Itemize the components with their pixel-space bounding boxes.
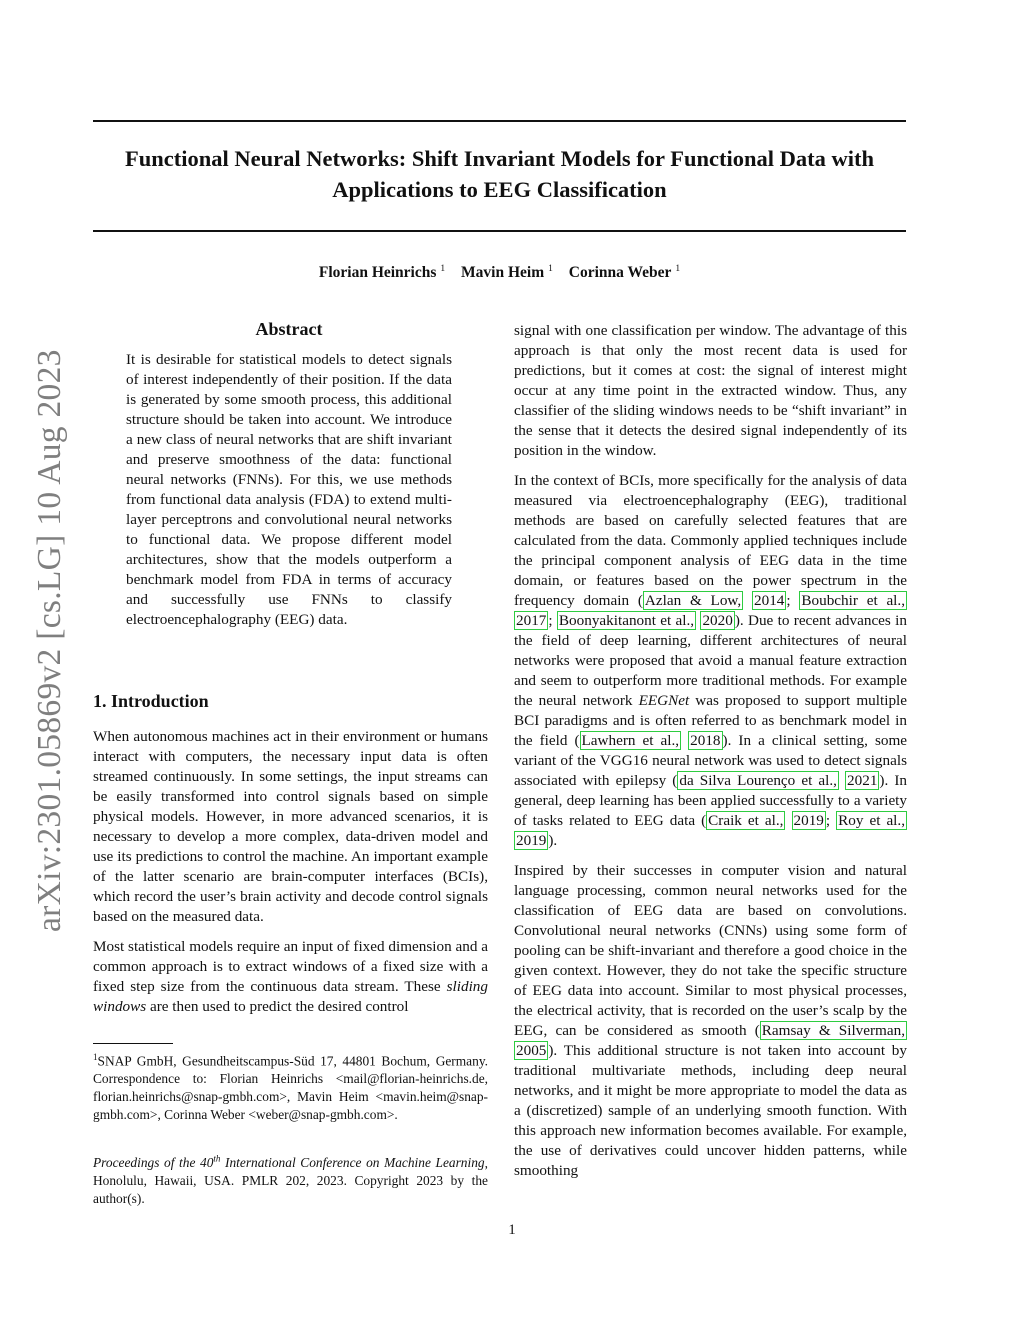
citation-link[interactable]: Ramsay & Silverman, (761, 1022, 906, 1039)
author: Corinna Weber $^1$ (568, 264, 681, 282)
title-bottom-rule (93, 230, 906, 232)
citation-link[interactable]: Lawhern et al., (581, 732, 680, 749)
title-line-1: Functional Neural Networks: Shift Invariant Models for Functional Data with (125, 146, 874, 171)
citation-link[interactable]: Boubchir et al., (801, 592, 905, 609)
author: Mavin Heim $^1$ (461, 264, 553, 282)
intro-paragraph-2: Most statistical models require an input of fixed dimension and a common approach is to extract windows of a fixed size with a fixed step size from the continuous data stream. These sliding windows are then used to predict the desired control (93, 938, 488, 1015)
citation-year-link[interactable]: 2018 (690, 732, 721, 749)
citation-link[interactable]: Craik et al., (708, 812, 784, 829)
citation-year-link[interactable]: 2020 (702, 612, 733, 629)
author: Florian Heinrichs $^1$ (318, 264, 446, 282)
right-paragraph-3: Inspired by their successes in computer vision and natural language processing, common neural networks used for the classification of EEG data are based on convolutions. Convolutional neural networks (CNNs) using some form of pooling can be shift-invariant and therefore a good choice in the given context. However, they do not take the specific structure of EEG data into account. Similar to most physical processes, the electrical activity, that is recorded on the user’s scalp by the EEG, can be considered as smooth ( Ramsay & Silverman, 2005 ). This additional structure is not taken into account by traditional multivariate methods, including deep neural networks, and it might be more appropriate to model the data as a (discretized) sample of an underlying smooth function. With this approach new information becomes available. For example, the use of derivatives could uncover hidden patterns, while smoothing (514, 862, 907, 1179)
footnote-rule (93, 1043, 173, 1044)
citation-year-link[interactable]: 2019 (516, 832, 547, 849)
citation-year-link[interactable]: 2014 (754, 592, 785, 609)
left-column-body (93, 727, 488, 1027)
top-rule (93, 120, 906, 122)
citation-link[interactable]: da Silva Lourenço et al., (679, 772, 837, 789)
paper-title (93, 143, 906, 205)
title-line-2: Applications to EEG Classification (332, 177, 667, 202)
right-paragraph-2: In the context of BCIs, more specifically for the analysis of data measured via electroencephalography (EEG), traditional methods are based on carefully selected features that are calculated from the data. Commonly applied techniques include the principal component analysis of EEG data in the time domain, or features based on the power spectrum in the frequency domain ( Azlan & Low, 2014 ; Boubchir et al., 2017 ; Boonyakitanont et al., 2020 ). Due to recent advances in the field of deep learning, different architectures of neural networks were proposed that avoid a manual feature extraction and seem to outperform more traditional methods. For example the neural network EEGNet was proposed to support multiple BCI paradigms and is often referred to as benchmark model in the field ( Lawhern et al., 2018 ). In a clinical setting, some variant of the VGG16 neural network was used to detect signals associated with epilepsy ( da Silva Lourenço et al., 2021 ). In general, deep learning has been applied successfully to a variety of tasks related to EEG data ( Craik et al., 2019 ; Roy et al., 2019 ). (514, 472, 908, 849)
introduction-heading: 1. Introduction (93, 691, 209, 711)
citation-link[interactable]: Azlan & Low, (644, 592, 742, 609)
page-number: 1 (508, 1222, 516, 1238)
right-paragraph-1: signal with one classification per window. The advantage of this approach is that only the most recent data is used for predictions, but it comes at cost: the signal of interest might occur at any time point in the extracted window. Thus, any classifier of the sliding windows needs to be “shift invariant” in the sense that it detects the desired signal independently of its position in the window. (514, 322, 907, 459)
citation-year-link[interactable]: 2021 (847, 772, 878, 789)
citation-year-link[interactable]: 2017 (516, 612, 547, 629)
abstract-text: It is desirable for statistical models to detect signals of interest independently of their position. If the data is generated by some smooth process, this additional structure should be taken into account. We introduce a new class of neural networks that are shift invariant and preserve smoothness of the data: functional neural networks (FNNs). For this, we use methods from functional data analysis (FDA) to extend multi-layer perceptrons and convolutional neural networks to functional data. We propose different model architectures, show that the models outperform a benchmark model from FDA in terms of accuracy and successfully use FNNs to classify electroencephalography (EEG) data. (126, 351, 452, 628)
arxiv-watermark: arXiv:2301.05869v2 [cs.LG] 10 Aug 2023 (31, 349, 68, 932)
citation-link[interactable]: Boonyakitanont et al., (558, 612, 695, 629)
right-column-body (514, 321, 907, 1191)
citation-link[interactable]: Roy et al., (838, 812, 905, 829)
author-list (93, 264, 906, 282)
abstract-heading: Abstract (255, 319, 323, 339)
intro-paragraph-1: When autonomous machines act in their environment or humans interact with computers, the necessary input data is often streamed continuously. In some settings, the input streams can be easily transformed into control signals based on simple physical models. However, in more advanced scenarios, it is necessary to develop a more complex, data-driven model and use its predictions to control the machine. An important example of the latter scenario are brain-computer interfaces (BCIs), which record the user’s brain activity and decode control signals based on the measured data. (93, 728, 488, 925)
citation-year-link[interactable]: 2019 (793, 812, 824, 829)
citation-year-link[interactable]: 2005 (516, 1042, 547, 1059)
affiliation-footnote: $^1$SNAP GmbH, Gesundheitscampus-Süd 17, 44801 Bochum, Germany. Correspondence to: Florian Heinrichs <mail@florian-heinrichs.de, florian.heinrichs@snap-gmbh.com>, Mavin Heim <mavin.heim@snap-gmbh.com>, Corinna Weber <weber@snap-gmbh.com>. (93, 1052, 488, 1123)
proceedings-note: Proceedings of the 40th International Conference on Machine Learning, Honolulu, Hawaii, USA. PMLR 202, 2023. Copyright 2023 by the author(s). (93, 1154, 488, 1207)
